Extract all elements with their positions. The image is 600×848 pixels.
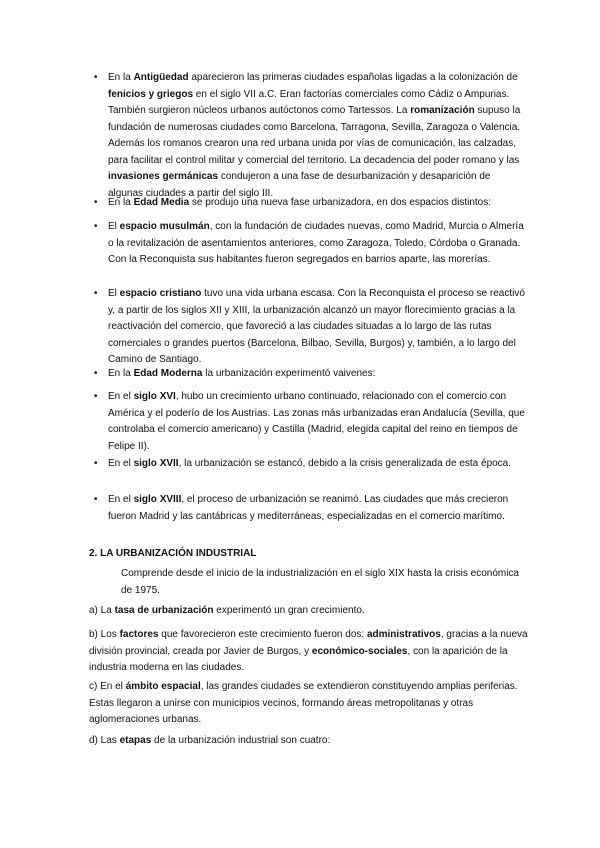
bold-term: económico-sociales <box>311 645 408 657</box>
bullet-item-espacio-cristiano <box>108 286 528 369</box>
section-intro: Comprende desde el inicio de la industrialización en el siglo XIX hasta la crisis económica de 1975. <box>121 568 519 596</box>
bullet-item-siglo-xvi <box>108 389 528 455</box>
text-run: , el proceso de urbanización se reanimó. Las ciudades que más crecieron fueron Madrid y las cantábricas y mediterráneas, especializadas en el comercio marítimo. <box>108 494 509 522</box>
text-run: En la <box>108 197 134 208</box>
text-run: experimentó un gran crecimiento. <box>213 605 365 616</box>
text-run: En el <box>108 391 134 402</box>
bullet-item-siglo-xviii <box>108 492 528 525</box>
text-run: la urbanización experimentó vaivenes: <box>202 368 376 379</box>
bullet-item-edad-media <box>108 195 528 212</box>
paragraph-b <box>89 627 529 677</box>
text-run: b) Los <box>89 629 120 640</box>
text-run: En el <box>108 458 134 469</box>
text-run: supuso la fundación de numerosas ciudades como Barcelona, Tarragona, Sevilla, Zaragoza o Valencia. Además los romanos crearon una red urbana unida por vías de comunicación, las calzadas, para facilitar el control militar y comercial del territorio. La decadencia del poder romano y las <box>108 105 521 166</box>
paragraph-a <box>89 603 529 620</box>
bold-term: fenicios y griegos <box>108 88 194 100</box>
text-run: condujeron a una fase de desurbanización y desaparición de algunas ciudades a partir del siglo III. <box>108 171 491 199</box>
text-run: El <box>108 221 120 232</box>
bullet-item-antiguedad <box>108 70 528 202</box>
bold-term: tasa de urbanización <box>114 605 214 616</box>
text-run: , las grandes ciudades se extendieron constituyendo amplias periferias. Estas llegaron a unirse con municipios vecinos, formando áreas metropolitanas y otras aglomeraciones urbanas. <box>89 681 518 725</box>
bold-term: Edad Moderna <box>133 368 203 379</box>
text-run: tuvo una vida urbana escasa. Con la Reconquista el proceso se reactivó y, a partir de los siglos XII y XIII, la urbanización alcanzó un mayor florecimiento gracias a la reactivación del comercio, que favoreció a las ciudades situadas a lo largo de las rutas comerciales o grandes puertos (Barcelona, Bilbao, Sevilla, Burgos) y, también, a lo largo del Camino de Santiago. <box>108 288 525 365</box>
text-run: , la urbanización se estancó, debido a la crisis generalizada de esta época. <box>178 458 512 469</box>
text-run: aparecieron las primeras ciudades españolas ligadas a la colonización de <box>188 72 518 83</box>
section-heading: 2. LA URBANIZACIÓN INDUSTRIAL <box>89 548 257 559</box>
text-run: , con la fundación de ciudades nuevas, como Madrid, Murcia o Almería o la revitalización de asentamientos anteriores, como Zaragoza, Toledo, Córdoba o Granada. Con la Reconquista sus habitantes fueron segregados en barrios aparte, las morerías. <box>108 221 524 265</box>
text-run: En el <box>108 494 134 505</box>
text-run: , hubo un crecimiento urbano continuado, relacionado con el comercio con América y el poderío de los Austrias. Las zonas más urbanizadas eran Andalucía (Sevilla, que controlaba el comercio americano) y Castilla (Madrid, elegida capital del reino en tiempos de Felipe II). <box>108 391 525 452</box>
bold-term: Antigüedad <box>133 72 189 83</box>
text-run: El <box>108 288 120 299</box>
text-run: En la <box>108 72 134 83</box>
bold-term: romanización <box>410 105 475 116</box>
bold-term: Edad Media <box>133 197 190 208</box>
text-run: se produjo una nueva fase urbanizadora, en dos espacios distintos: <box>189 197 492 208</box>
bold-term: siglo XVIII <box>133 494 182 505</box>
bold-term: administrativos <box>366 629 441 640</box>
bold-term: invasiones germánicas <box>108 171 219 182</box>
text-run: de la urbanización industrial son cuatro: <box>151 735 331 746</box>
text-run: , con la aparición de la industria moderna en las ciudades. <box>89 645 508 673</box>
bold-term: ámbito espacial <box>125 681 201 692</box>
paragraph-d <box>89 733 529 750</box>
paragraph-c <box>89 679 529 729</box>
bold-term: espacio cristiano <box>119 288 202 299</box>
bullet-item-espacio-musulman <box>108 219 528 269</box>
text-run: , gracias a la nueva división provincial, creada por Javier de Burgos, y <box>89 629 528 657</box>
text-run: c) En el <box>89 681 126 692</box>
text-run: d) Las <box>89 735 120 746</box>
bold-term: siglo XVII <box>133 458 179 469</box>
bullet-item-siglo-xvii <box>108 456 528 473</box>
bold-term: etapas <box>119 735 152 746</box>
bold-term: espacio musulmán <box>119 221 210 232</box>
text-run: a) La <box>89 605 115 616</box>
text-run: que favorecieron este crecimiento fueron dos: <box>158 629 367 640</box>
text-run: En la <box>108 368 134 379</box>
bullet-item-edad-moderna <box>108 366 528 383</box>
bold-term: factores <box>119 629 159 640</box>
text-run: en el siglo VII a.C. Eran factorías comerciales como Cádiz o Ampurias. También surgieron núcleos urbanos autóctonos como Tartessos. La <box>108 88 510 116</box>
bold-term: siglo XVI <box>133 391 176 402</box>
